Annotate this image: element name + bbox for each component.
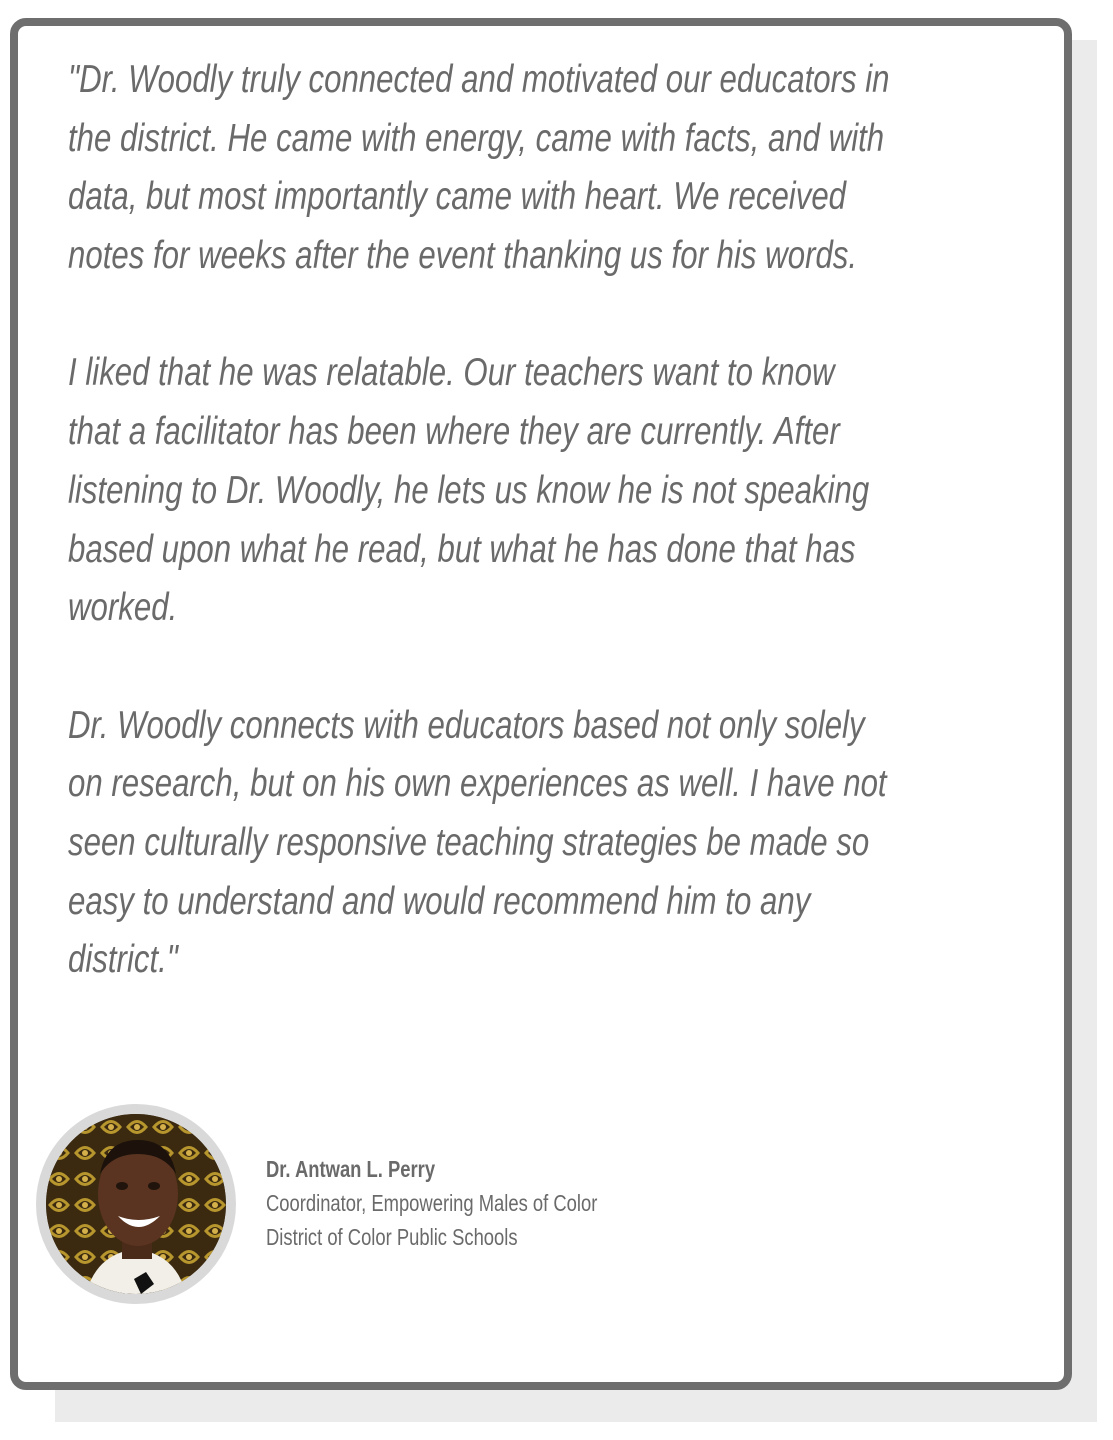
author-avatar <box>36 1104 236 1304</box>
quote-line: that a facilitator has been where they are currently. After <box>68 410 840 454</box>
quote-line: I liked that he was relatable. Our teachers want to know <box>68 351 835 395</box>
quote-line: based upon what he read, but what he has done that has <box>68 527 856 571</box>
author-organization: District of Color Public Schools <box>266 1224 518 1250</box>
quote-line: worked. <box>68 586 178 630</box>
author-title: Coordinator, Empowering Males of Color <box>266 1190 598 1216</box>
quote-line: on research, but on his own experiences as well. I have not <box>68 762 887 806</box>
quote-line: "Dr. Woodly truly connected and motivated our educators in <box>68 58 890 101</box>
quote-line: easy to understand and would recommend him to any <box>68 879 811 923</box>
quote-line <box>68 286 890 345</box>
quote-line: notes for weeks after the event thanking us for his words. <box>68 234 858 278</box>
testimonial-quote <box>68 51 1095 990</box>
quote-line: the district. He came with energy, came with facts, and with <box>68 116 885 160</box>
author-signature <box>266 1152 680 1254</box>
quote-line: Dr. Woodly connects with educators based not only solely <box>68 703 865 747</box>
author-name: Dr. Antwan L. Perry <box>266 1156 436 1182</box>
quote-line: listening to Dr. Woodly, he lets us know he is not speaking <box>68 468 870 512</box>
author-photo <box>46 1114 226 1294</box>
quote-line: data, but most importantly came with heart. We received <box>68 175 847 219</box>
quote-line: district." <box>68 938 178 982</box>
quote-line <box>68 638 890 697</box>
quote-line: seen culturally responsive teaching strategies be made so <box>68 820 870 864</box>
